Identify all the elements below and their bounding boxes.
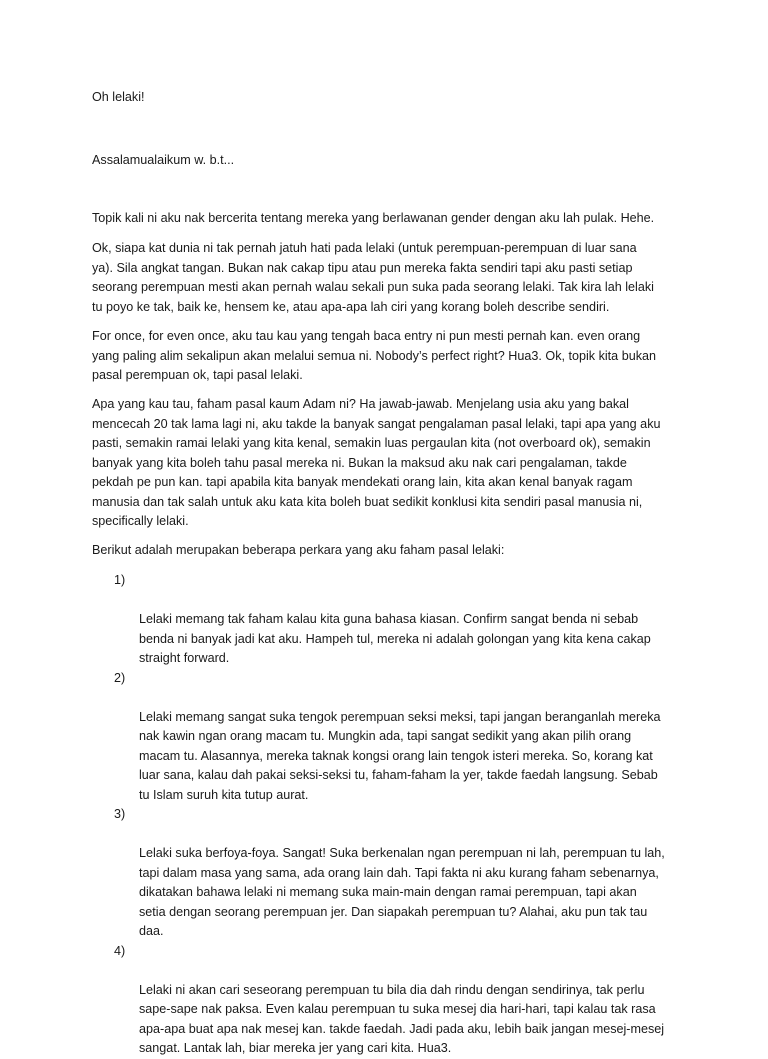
paragraph-kaum-adam: Apa yang kau tau, faham pasal kaum Adam ni? Ha jawab-jawab. Menjelang usia aku yang bakal mencecah 20 tak lama lagi ni, aku takde la banyak sangat pengalaman pasal lelaki, tapi apa yang aku pasti, semakin ramai lelaki yang kita kenal, semakin luas pergaulan kita (not overboard ok), semakin banyak yang kita boleh tahu pasal mereka ni. Bukan la maksud aku nak cari pengalaman, takde pekdah pe pun kan. tapi apabila kita banyak mendekati orang lain, kita akan kenal banyak ragam manusia dan tak salah untuk aku kata kita boleh buat sedikit konklusi kita sendiri pasal manusia ni, specifically lelaki. — [92, 397, 661, 528]
list-item-number: 3) — [114, 807, 126, 821]
list-item-text: Lelaki memang tak faham kalau kita guna bahasa kiasan. Confirm sangat benda ni sebab benda ni banyak jadi kat aku. Hampeh tul, mereka ni adalah golongan yang kita kena cakap straight forward. — [139, 612, 651, 665]
list-item — [92, 805, 682, 942]
list-item-text: Lelaki ni akan cari seseorang perempuan tu bila dia dah rindu dengan sendirinya, tak perlu sape-sape nak paksa. Even kalau perempuan tu suka mesej dia hari-hari, tapi kalau tak rasa apa-apa buat apa nak mesej kan. takde faedah. Jadi pada aku, lebih baik jangan mesej-mesej sangat. Lantak lah, biar mereka jer yang cari kita. Hua3. — [139, 982, 665, 1055]
greeting-line: Assalamualaikum w. b.t... — [92, 153, 235, 167]
numbered-list — [92, 571, 682, 1059]
list-item-number: 4) — [114, 943, 126, 958]
paragraph-question: Ok, siapa kat dunia ni tak pernah jatuh hati pada lelaki (untuk perempuan-perempuan di luar sana ya). Sila angkat tangan. Bukan nak cakap tipu atau pun mereka fakta sendiri tapi aku pasti setiap seorang perempuan mesti akan pernah walau sekali pun suka pada seorang lelaki. Tak kira lah lelaki tu poyo ke tak, baik ke, hensem ke, atau apa-apa lah ciri yang korang boleh describe sendiri. — [92, 241, 654, 314]
document-title: Oh lelaki! — [92, 90, 145, 104]
list-item — [92, 669, 682, 806]
paragraph-list-intro: Berikut adalah merupakan beberapa perkara yang aku faham pasal lelaki: — [92, 543, 505, 557]
paragraph-intro: Topik kali ni aku nak bercerita tentang mereka yang berlawanan gender dengan aku lah pulak. Hehe. — [92, 211, 655, 225]
list-item — [92, 942, 682, 1059]
paragraph-for-once: For once, for even once, aku tau kau yang tengah baca entry ni pun mesti pernah kan. even orang yang paling alim sekalipun akan melalui semua ni. Nobody’s perfect right? Hua3. Ok, topik kita bukan pasal perempuan ok, tapi pasal lelaki. — [92, 329, 657, 382]
document-page — [92, 0, 682, 1055]
list-item-text: Lelaki memang sangat suka tengok perempuan seksi meksi, tapi jangan beranganlah mereka nak kawin ngan orang macam tu. Mungkin ada, tapi sangat sedikit yang akan pilih orang macam tu. Alasannya, mereka taknak kongsi orang lain tengok isteri mereka. So, korang kat luar sana, kalau dah pakai seksi-seksi tu, faham-faham la yer, takde faedah langsung. Sebab tu Islam suruh kita tutup aurat. — [139, 709, 661, 802]
list-item-number: 1) — [114, 573, 126, 587]
list-item — [92, 571, 682, 669]
list-item-text: Lelaki suka berfoya-foya. Sangat! Suka berkenalan ngan perempuan ni lah, perempuan tu lah, tapi dalam masa yang sama, ada orang lain dah. Tapi fakta ni aku kurang faham sebenarnya, dikatakan bahawa lelaki ni memang suka main-main dengan ramai perempuan, tapi akan setia dengan seorang perempuan jer. Dan siapakah perempuan tu? Alahai, aku pun tak tau daa. — [139, 846, 665, 938]
list-item-number: 2) — [114, 670, 126, 685]
